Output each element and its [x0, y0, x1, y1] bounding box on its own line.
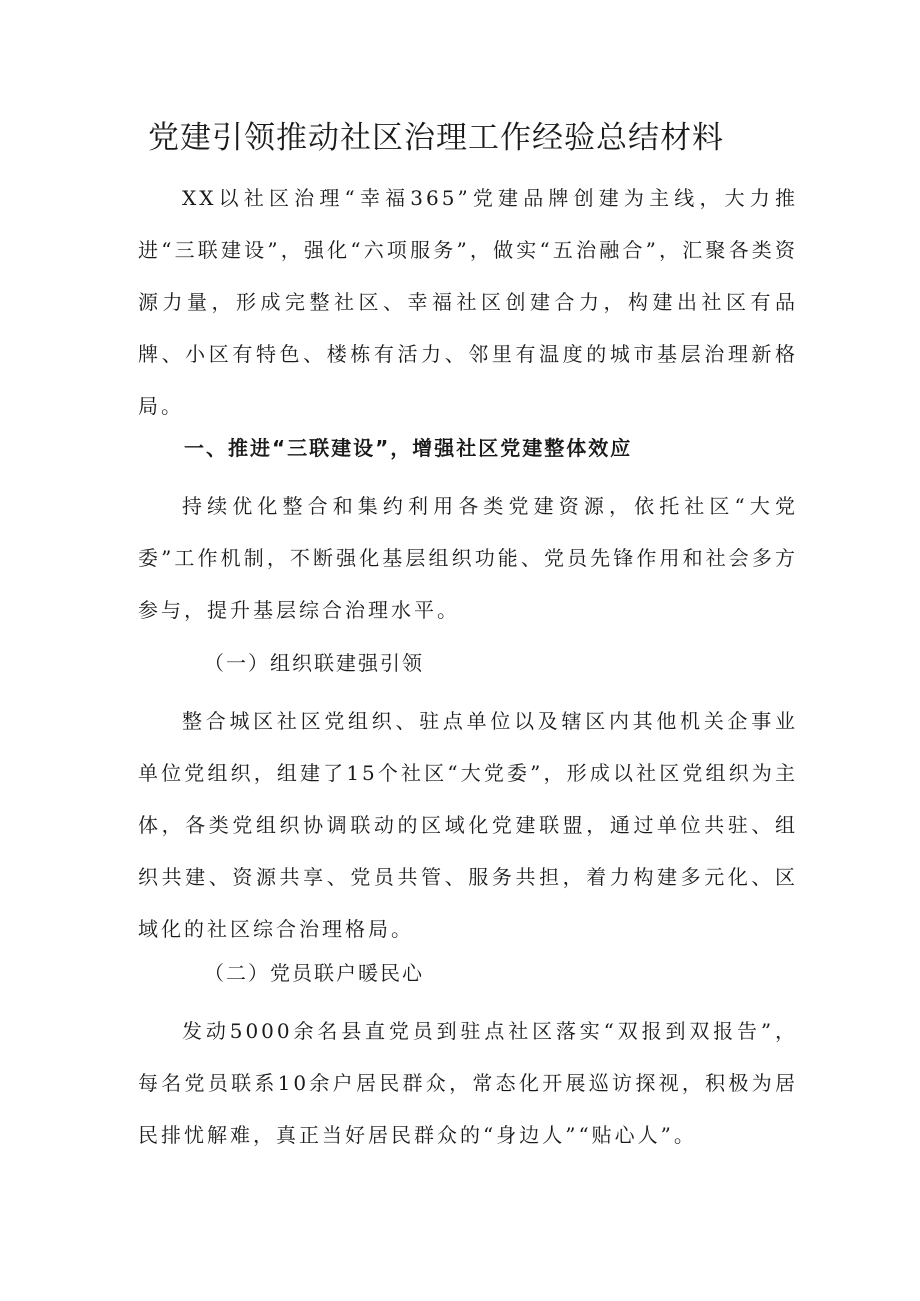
section-1-heading: 一、推进“三联建设”，增强社区党建整体效应 — [184, 436, 633, 460]
subsection-1-heading: （一）组织联建强引领 — [204, 651, 424, 675]
document-title: 党建引领推动社区治理工作经验总结材料 — [148, 120, 724, 156]
subsection-2-heading: （二）党员联户暖民心 — [204, 961, 424, 985]
intro-paragraph: XX以社区治理“幸福365”党建品牌创建为主线，大力推进“三联建设”，强化“六项服务”，做实“五治融合”，汇聚各类资源力量，形成完整社区、幸福社区创建合力，构建出社区有品牌、小区有特色、楼栋有活力、邻里有温度的城市基层治理新格局。 — [138, 186, 798, 418]
subsection-1-paragraph: 整合城区社区党组织、驻点单位以及辖区内其他机关企事业单位党组织，组建了15个社区“大党委”，形成以社区党组织为主体，各类党组织协调联动的区域化党建联盟，通过单位共驻、组织共建、资源共享、党员共管、服务共担，着力构建多元化、区域化的社区综合治理格局。 — [138, 709, 798, 941]
subsection-2-paragraph: 发动5000余名县直党员到驻点社区落实“双报到双报告”，每名党员联系10余户居民群众，常态化开展巡访探视，积极为居民排忧解难，真正当好居民群众的“身边人”“贴心人”。 — [138, 1019, 798, 1147]
section-1-paragraph: 持续优化整合和集约利用各类党建资源，依托社区“大党委”工作机制，不断强化基层组织功能、党员先锋作用和社会多方参与，提升基层综合治理水平。 — [138, 494, 798, 622]
